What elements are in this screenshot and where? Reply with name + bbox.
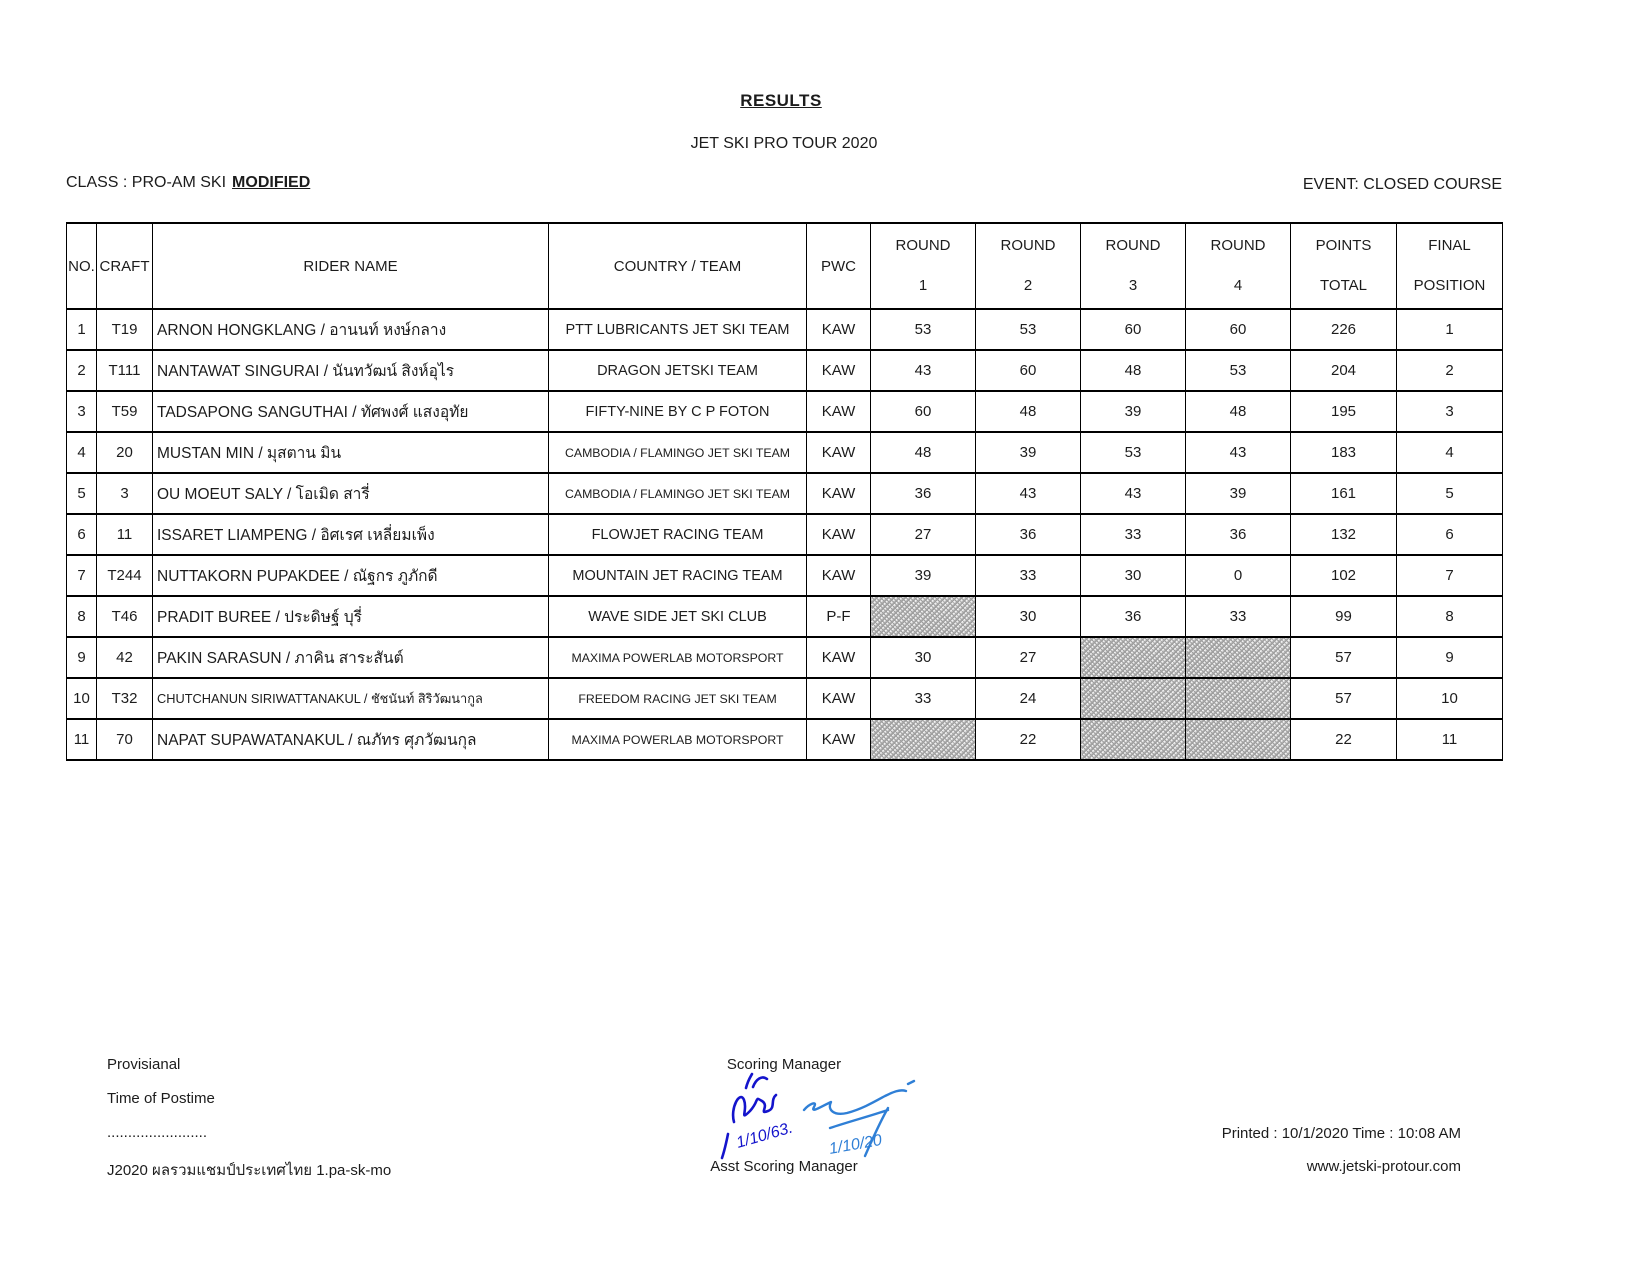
cell-r4 — [1186, 637, 1291, 678]
header-points-line2: TOTAL — [1320, 277, 1367, 294]
cell-pwc: KAW — [807, 350, 871, 391]
cell-total: 22 — [1291, 719, 1397, 760]
cell-country: MAXIMA POWERLAB MOTORSPORT — [549, 719, 807, 760]
footer-file-reference: J2020 ผลรวมแชมป์ประเทศไทย 1.pa-sk-mo — [107, 1162, 392, 1179]
cell-total: 99 — [1291, 596, 1397, 637]
cell-pwc: KAW — [807, 432, 871, 473]
cell-pos: 4 — [1397, 432, 1503, 473]
header-rider — [153, 223, 549, 309]
cell-craft: T32 — [97, 678, 153, 719]
cell-craft: T59 — [97, 391, 153, 432]
cell-rider: CHUTCHANUN SIRIWATTANAKUL / ชัชนันท์ สิริวัฒนากูล — [153, 678, 549, 719]
cell-r2: 30 — [976, 596, 1081, 637]
cell-rider: MUSTAN MIN / มุสตาน มิน — [153, 432, 549, 473]
cell-r3: 60 — [1081, 309, 1186, 350]
header-round2-line1: ROUND — [1000, 236, 1056, 254]
signature-icon — [712, 1072, 942, 1164]
cell-no: 11 — [67, 719, 97, 760]
event-line: EVENT: CLOSED COURSE — [1302, 176, 1502, 193]
cell-r3: 53 — [1081, 432, 1186, 473]
cell-r2: 24 — [976, 678, 1081, 719]
cell-total: 102 — [1291, 555, 1397, 596]
header-round1-line1: ROUND — [895, 236, 951, 254]
table-row — [67, 678, 1503, 719]
cell-pos: 2 — [1397, 350, 1503, 391]
header-round2 — [976, 223, 1081, 309]
cell-rider: PAKIN SARASUN / ภาคิน สาระสันต์ — [153, 637, 549, 678]
cell-rider: ARNON HONGKLANG / อานนท์ หงษ์กลาง — [153, 309, 549, 350]
cell-r4: 60 — [1186, 309, 1291, 350]
signature-block — [712, 1072, 942, 1169]
cell-no: 6 — [67, 514, 97, 555]
cell-rider: PRADIT BUREE / ประดิษฐ์ บุรี่ — [153, 596, 549, 637]
header-points-line1: POINTS — [1315, 236, 1372, 254]
header-round2-line2: 2 — [1023, 277, 1033, 294]
cell-craft: T111 — [97, 350, 153, 391]
cell-rider: OU MOEUT SALY / โอเมิด สารี่ — [153, 473, 549, 514]
table-row — [67, 473, 1503, 514]
cell-pwc: KAW — [807, 719, 871, 760]
cell-r3 — [1081, 637, 1186, 678]
table-row — [67, 719, 1503, 760]
cell-r1: 48 — [871, 432, 976, 473]
cell-r3: 39 — [1081, 391, 1186, 432]
header-pwc — [807, 223, 871, 309]
cell-total: 57 — [1291, 678, 1397, 719]
cell-no: 10 — [67, 678, 97, 719]
header-round4-line1: ROUND — [1210, 236, 1266, 254]
cell-total: 226 — [1291, 309, 1397, 350]
header-craft — [97, 223, 153, 309]
cell-rider: TADSAPONG SANGUTHAI / ทัศพงศ์ แสงอุทัย — [153, 391, 549, 432]
cell-r1: 30 — [871, 637, 976, 678]
header-round4 — [1186, 223, 1291, 309]
cell-no: 2 — [67, 350, 97, 391]
header-round4-line2: 4 — [1233, 277, 1243, 294]
scoring-manager-label: Scoring Manager — [726, 1056, 842, 1073]
cell-rider: NANTAWAT SINGURAI / นันทวัฒน์ สิงห์อุไร — [153, 350, 549, 391]
header-craft-label: CRAFT — [99, 257, 150, 275]
cell-no: 7 — [67, 555, 97, 596]
cell-r4: 0 — [1186, 555, 1291, 596]
cell-craft: 11 — [97, 514, 153, 555]
header-final-position — [1397, 223, 1503, 309]
cell-country: CAMBODIA / FLAMINGO JET SKI TEAM — [549, 473, 807, 514]
table-body — [67, 309, 1503, 760]
cell-pos: 10 — [1397, 678, 1503, 719]
cell-r2: 43 — [976, 473, 1081, 514]
cell-r1: 27 — [871, 514, 976, 555]
cell-r1: 60 — [871, 391, 976, 432]
cell-no: 8 — [67, 596, 97, 637]
table-row — [67, 555, 1503, 596]
cell-no: 3 — [67, 391, 97, 432]
cell-r2: 39 — [976, 432, 1081, 473]
cell-r3: 48 — [1081, 350, 1186, 391]
cell-r3: 36 — [1081, 596, 1186, 637]
cell-r1: 39 — [871, 555, 976, 596]
cell-craft: T244 — [97, 555, 153, 596]
cell-r4: 43 — [1186, 432, 1291, 473]
cell-r2: 33 — [976, 555, 1081, 596]
cell-r1: 33 — [871, 678, 976, 719]
cell-r3: 33 — [1081, 514, 1186, 555]
cell-r3: 30 — [1081, 555, 1186, 596]
footer-dotted-line: ........................ — [107, 1124, 208, 1141]
cell-craft: 20 — [97, 432, 153, 473]
results-table-wrap — [66, 222, 1503, 761]
class-line — [66, 174, 310, 192]
cell-total: 132 — [1291, 514, 1397, 555]
cell-pwc: KAW — [807, 473, 871, 514]
cell-country: MOUNTAIN JET RACING TEAM — [549, 555, 807, 596]
results-table — [66, 222, 1503, 761]
header-pwc-label: PWC — [821, 257, 856, 275]
cell-r1: 43 — [871, 350, 976, 391]
table-row — [67, 309, 1503, 350]
cell-r3 — [1081, 719, 1186, 760]
cell-total: 195 — [1291, 391, 1397, 432]
cell-total: 183 — [1291, 432, 1397, 473]
cell-r2: 22 — [976, 719, 1081, 760]
cell-r4 — [1186, 678, 1291, 719]
cell-pwc: KAW — [807, 391, 871, 432]
table-header-row — [67, 223, 1503, 309]
footer-provisional: Provisianal — [107, 1056, 181, 1073]
page-title — [66, 91, 1502, 111]
header-round1-line2: 1 — [918, 277, 928, 294]
cell-rider: ISSARET LIAMPENG / อิศเรศ เหลี่ยมเพ็ง — [153, 514, 549, 555]
header-round1 — [871, 223, 976, 309]
cell-country: MAXIMA POWERLAB MOTORSPORT — [549, 637, 807, 678]
cell-r1 — [871, 719, 976, 760]
table-row — [67, 637, 1503, 678]
cell-pos: 9 — [1397, 637, 1503, 678]
cell-pwc: P-F — [807, 596, 871, 637]
signature-date-1: 1/10/63. — [734, 1119, 795, 1152]
header-round3 — [1081, 223, 1186, 309]
asst-scoring-manager-label: Asst Scoring Manager — [710, 1158, 858, 1175]
cell-r2: 27 — [976, 637, 1081, 678]
cell-pwc: KAW — [807, 555, 871, 596]
cell-pwc: KAW — [807, 678, 871, 719]
header-no — [67, 223, 97, 309]
cell-r2: 60 — [976, 350, 1081, 391]
table-row — [67, 432, 1503, 473]
cell-country: DRAGON JETSKI TEAM — [549, 350, 807, 391]
header-round3-line2: 3 — [1128, 277, 1138, 294]
signature-date-2: 1/10/20 — [827, 1131, 884, 1158]
cell-no: 9 — [67, 637, 97, 678]
cell-r4: 53 — [1186, 350, 1291, 391]
cell-r2: 53 — [976, 309, 1081, 350]
cell-craft: 42 — [97, 637, 153, 678]
cell-pos: 6 — [1397, 514, 1503, 555]
class-value: MODIFIED — [232, 174, 311, 191]
cell-no: 5 — [67, 473, 97, 514]
cell-total: 57 — [1291, 637, 1397, 678]
cell-r4: 36 — [1186, 514, 1291, 555]
cell-pwc: KAW — [807, 637, 871, 678]
cell-pos: 1 — [1397, 309, 1503, 350]
cell-r3: 43 — [1081, 473, 1186, 514]
cell-r1: 53 — [871, 309, 976, 350]
cell-craft: 70 — [97, 719, 153, 760]
cell-total: 204 — [1291, 350, 1397, 391]
class-label: CLASS : PRO-AM SKI — [66, 174, 227, 191]
cell-country: CAMBODIA / FLAMINGO JET SKI TEAM — [549, 432, 807, 473]
cell-country: FLOWJET RACING TEAM — [549, 514, 807, 555]
cell-rider: NAPAT SUPAWATANAKUL / ณภัทร ศุภวัฒนกุล — [153, 719, 549, 760]
cell-craft: 3 — [97, 473, 153, 514]
table-row — [67, 514, 1503, 555]
cell-r4: 48 — [1186, 391, 1291, 432]
cell-craft: T46 — [97, 596, 153, 637]
footer-time-of-postime: Time of Postime — [107, 1090, 215, 1107]
table-row — [67, 391, 1503, 432]
cell-country: WAVE SIDE JET SKI CLUB — [549, 596, 807, 637]
cell-pos: 5 — [1397, 473, 1503, 514]
cell-country: FREEDOM RACING JET SKI TEAM — [549, 678, 807, 719]
cell-country: FIFTY-NINE BY C P FOTON — [549, 391, 807, 432]
header-round3-line1: ROUND — [1105, 236, 1161, 254]
cell-pos: 3 — [1397, 391, 1503, 432]
cell-no: 4 — [67, 432, 97, 473]
header-final-line1: FINAL — [1428, 236, 1471, 254]
cell-country: PTT LUBRICANTS JET SKI TEAM — [549, 309, 807, 350]
cell-pos: 8 — [1397, 596, 1503, 637]
page-subtitle: JET SKI PRO TOUR 2020 — [690, 135, 878, 152]
cell-r4 — [1186, 719, 1291, 760]
cell-r1 — [871, 596, 976, 637]
header-points-total — [1291, 223, 1397, 309]
printed-timestamp: Printed : 10/1/2020 Time : 10:08 AM — [1221, 1125, 1461, 1142]
cell-r2: 48 — [976, 391, 1081, 432]
cell-pwc: KAW — [807, 514, 871, 555]
cell-r1: 36 — [871, 473, 976, 514]
cell-r2: 36 — [976, 514, 1081, 555]
header-no-label: NO. — [68, 257, 95, 275]
cell-pwc: KAW — [807, 309, 871, 350]
header-rider-label: RIDER NAME — [303, 257, 398, 275]
cell-craft: T19 — [97, 309, 153, 350]
cell-total: 161 — [1291, 473, 1397, 514]
cell-r3 — [1081, 678, 1186, 719]
cell-r4: 39 — [1186, 473, 1291, 514]
page-title-text: RESULTS — [740, 91, 822, 110]
header-country-label: COUNTRY / TEAM — [613, 257, 742, 275]
header-country — [549, 223, 807, 309]
cell-pos: 7 — [1397, 555, 1503, 596]
table-row — [67, 350, 1503, 391]
cell-no: 1 — [67, 309, 97, 350]
website-url: www.jetski-protour.com — [1306, 1158, 1461, 1175]
cell-rider: NUTTAKORN PUPAKDEE / ณัฐกร ภูภักดี — [153, 555, 549, 596]
header-final-line2: POSITION — [1413, 277, 1486, 294]
cell-pos: 11 — [1397, 719, 1503, 760]
table-row — [67, 596, 1503, 637]
cell-r4: 33 — [1186, 596, 1291, 637]
